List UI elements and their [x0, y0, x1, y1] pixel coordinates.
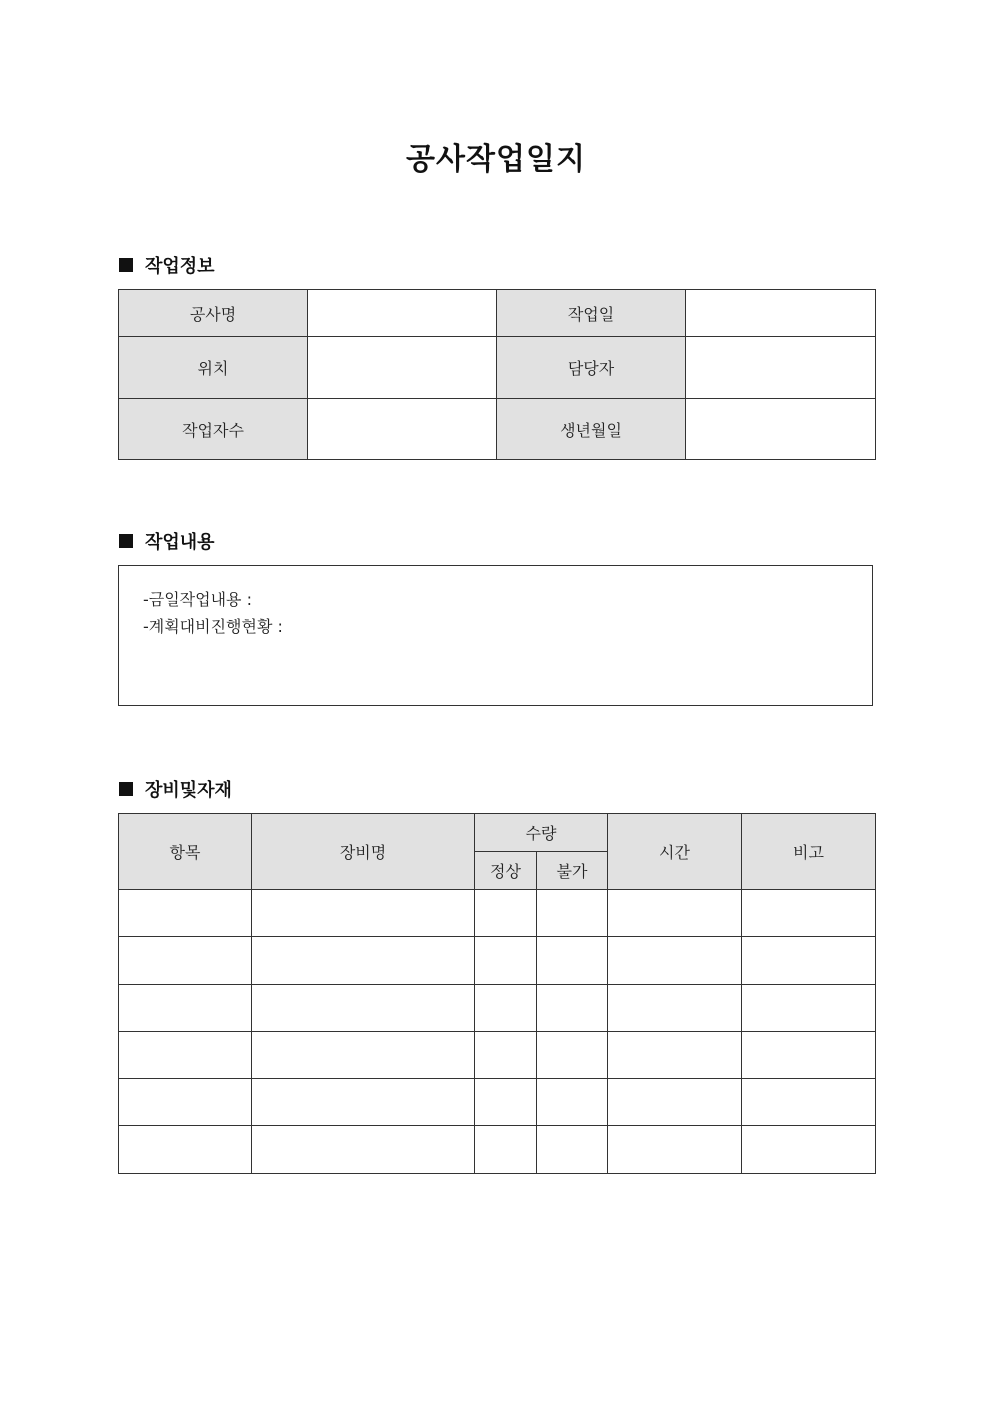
square-bullet-icon [119, 534, 133, 548]
remarks-cell[interactable] [742, 1079, 876, 1126]
work-info-row [119, 290, 876, 337]
manager-field[interactable] [686, 337, 876, 399]
col-normal-header: 정상 [475, 852, 537, 890]
table-row [119, 1032, 876, 1079]
work-info-row [119, 399, 876, 460]
label-work-date: 작업일 [497, 290, 686, 337]
birth-date-field[interactable] [686, 399, 876, 460]
worker-count-field[interactable] [308, 399, 497, 460]
normal-cell[interactable] [475, 1126, 537, 1174]
remarks-cell[interactable] [742, 1126, 876, 1174]
equipment-heading [119, 778, 232, 800]
col-quantity-header: 수량 [475, 814, 608, 852]
remarks-cell[interactable] [742, 1032, 876, 1079]
normal-cell[interactable] [475, 1079, 537, 1126]
equipment-name-cell[interactable] [252, 890, 475, 937]
project-name-field[interactable] [308, 290, 497, 337]
defective-cell[interactable] [537, 1126, 608, 1174]
equipment-name-cell[interactable] [252, 937, 475, 985]
table-row [119, 890, 876, 937]
equipment-name-cell[interactable] [252, 985, 475, 1032]
col-time-header: 시간 [608, 814, 742, 890]
item-cell[interactable] [119, 1032, 252, 1079]
defective-cell[interactable] [537, 1079, 608, 1126]
work-content-box[interactable] [118, 565, 873, 706]
equipment-name-cell[interactable] [252, 1032, 475, 1079]
col-equipment-name-header: 장비명 [252, 814, 475, 890]
label-location: 위치 [119, 337, 308, 399]
item-cell[interactable] [119, 890, 252, 937]
work-content-heading-label: 작업내용 [145, 532, 215, 553]
remarks-cell[interactable] [742, 985, 876, 1032]
document-title: 공사작업일지 [406, 142, 586, 177]
equipment-table [118, 813, 876, 1174]
item-cell[interactable] [119, 1126, 252, 1174]
work-date-field[interactable] [686, 290, 876, 337]
label-project-name: 공사명 [119, 290, 308, 337]
equipment-name-cell[interactable] [252, 1126, 475, 1174]
defective-cell[interactable] [537, 985, 608, 1032]
work-info-heading-label: 작업정보 [145, 256, 215, 277]
normal-cell[interactable] [475, 890, 537, 937]
work-info-row [119, 337, 876, 399]
label-manager: 담당자 [497, 337, 686, 399]
time-cell[interactable] [608, 1079, 742, 1126]
time-cell[interactable] [608, 890, 742, 937]
square-bullet-icon [119, 782, 133, 796]
defective-cell[interactable] [537, 1032, 608, 1079]
normal-cell[interactable] [475, 1032, 537, 1079]
table-row [119, 1126, 876, 1174]
equipment-name-cell[interactable] [252, 1079, 475, 1126]
location-field[interactable] [308, 337, 497, 399]
table-row [119, 1079, 876, 1126]
work-info-heading [119, 254, 215, 276]
col-defective-header: 불가 [537, 852, 608, 890]
normal-cell[interactable] [475, 937, 537, 985]
progress-vs-plan-line: -계획대비진행현황 : [143, 617, 283, 636]
today-work-line: -금일작업내용 : [143, 590, 252, 609]
defective-cell[interactable] [537, 937, 608, 985]
work-content-heading [119, 530, 215, 552]
item-cell[interactable] [119, 1079, 252, 1126]
time-cell[interactable] [608, 1126, 742, 1174]
item-cell[interactable] [119, 937, 252, 985]
square-bullet-icon [119, 258, 133, 272]
time-cell[interactable] [608, 985, 742, 1032]
time-cell[interactable] [608, 1032, 742, 1079]
table-row [119, 985, 876, 1032]
time-cell[interactable] [608, 937, 742, 985]
col-remarks-header: 비고 [742, 814, 876, 890]
remarks-cell[interactable] [742, 937, 876, 985]
defective-cell[interactable] [537, 890, 608, 937]
label-birth-date: 생년월일 [497, 399, 686, 460]
equipment-heading-label: 장비및자재 [145, 780, 232, 801]
work-info-table [118, 289, 876, 460]
label-worker-count: 작업자수 [119, 399, 308, 460]
normal-cell[interactable] [475, 985, 537, 1032]
col-item-header: 항목 [119, 814, 252, 890]
remarks-cell[interactable] [742, 890, 876, 937]
equipment-header-row [119, 814, 876, 852]
item-cell[interactable] [119, 985, 252, 1032]
table-row [119, 937, 876, 985]
